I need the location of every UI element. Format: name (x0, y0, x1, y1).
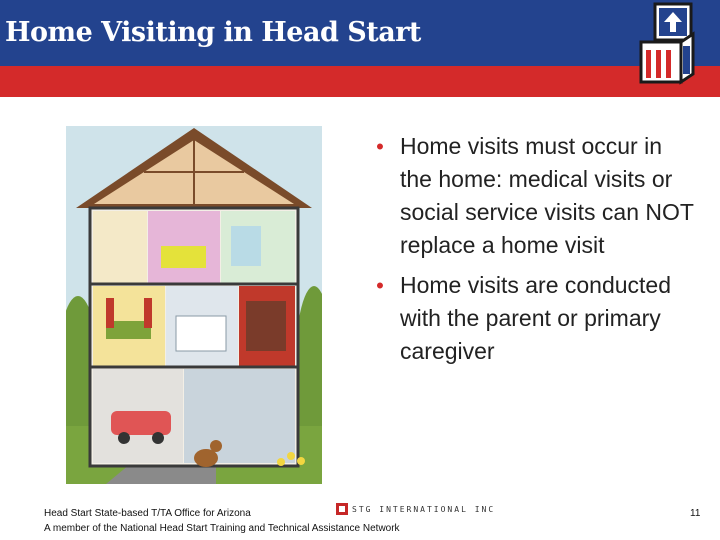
stg-logo-mark (336, 503, 348, 515)
bullet-text: Home visits are conducted with the parent or primary caregiver (400, 272, 672, 364)
slide-header (0, 0, 720, 97)
footer-office-line: Head Start State-based T/TA Office for Arizona (44, 508, 251, 519)
footer-network-line: A member of the National Head Start Training and Technical Assistance Network (44, 523, 400, 534)
page-number: 11 (690, 508, 701, 519)
house-illustration (66, 126, 322, 484)
bullet-item (370, 130, 700, 262)
header-red-stripe (0, 66, 720, 97)
bullet-text: Home visits must occur in the home: medical visits or social service visits can NOT replace a home visit (400, 133, 694, 258)
stg-international-logo (336, 501, 495, 517)
bullet-marker: • (376, 134, 384, 159)
bullet-item (370, 269, 700, 368)
head-start-blocks-logo (637, 2, 707, 92)
stg-logo-text: STG INTERNATIONAL INC (352, 504, 496, 514)
slide-title: Home Visiting in Head Start (5, 17, 421, 48)
bullet-marker: • (376, 273, 384, 298)
bullet-list (370, 130, 700, 368)
